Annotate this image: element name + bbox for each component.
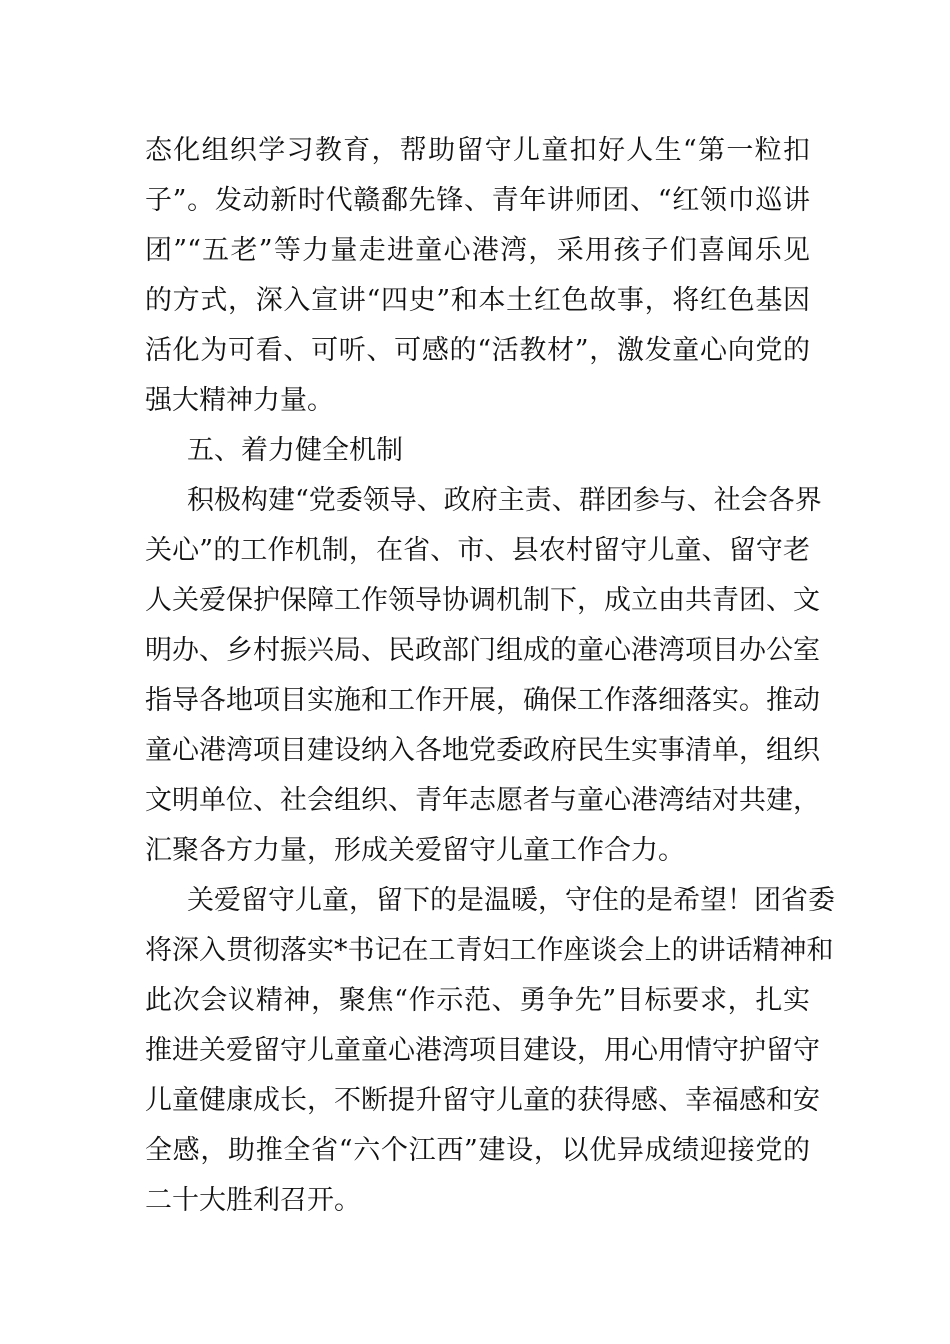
text-line: 态化组织学习教育，帮助留守儿童扣好人生“第一粒扣 <box>145 135 810 166</box>
text-line: 儿童健康成长，不断提升留守儿童的获得感、幸福感和安 <box>145 1085 820 1116</box>
text-line: 文明单位、社会组织、青年志愿者与童心港湾结对共建， <box>145 785 820 816</box>
text-line: 的方式，深入宣讲“四史”和本土红色故事，将红色基因 <box>145 285 810 316</box>
text-line: 将深入贯彻落实*书记在工青妇工作座谈会上的讲话精神和 <box>145 935 834 966</box>
text-line: 积极构建“党委领导、政府主责、群团参与、社会各界 <box>187 485 822 516</box>
section-heading: 五、着力健全机制 <box>187 435 403 466</box>
text-line: 强大精神力量。 <box>145 385 334 416</box>
text-line: 子”。发动新时代赣鄱先锋、青年讲师团、“红领巾巡讲 <box>145 185 810 216</box>
text-line: 关心”的工作机制，在省、市、县农村留守儿童、留守老 <box>145 535 810 566</box>
text-line: 全感，助推全省“六个江西”建设，以优异成绩迎接党的 <box>145 1135 810 1166</box>
text-line: 指导各地项目实施和工作开展，确保工作落细落实。推动 <box>145 685 820 716</box>
paragraph-1 <box>145 126 810 426</box>
text-line: 人关爱保护保障工作领导协调机制下，成立由共青团、文 <box>145 585 820 616</box>
paragraph-2 <box>145 476 822 876</box>
text-line: 汇聚各方力量，形成关爱留守儿童工作合力。 <box>145 835 685 866</box>
text-line: 活化为可看、可听、可感的“活教材”，激发童心向党的 <box>145 335 810 366</box>
text-line: 童心港湾项目建设纳入各地党委政府民生实事清单，组织 <box>145 735 820 766</box>
text-line: 团”“五老”等力量走进童心港湾，采用孩子们喜闻乐见 <box>145 235 810 266</box>
paragraph-3 <box>145 876 835 1226</box>
text-line: 关爱留守儿童，留下的是温暖，守住的是希望！团省委 <box>187 885 835 916</box>
text-line: 明办、乡村振兴局、民政部门组成的童心港湾项目办公室 <box>145 635 820 666</box>
document-body <box>145 126 835 1226</box>
text-line: 二十大胜利召开。 <box>145 1185 361 1216</box>
text-line: 此次会议精神，聚焦“作示范、勇争先”目标要求，扎实 <box>145 985 810 1016</box>
text-line: 推进关爱留守儿童童心港湾项目建设，用心用情守护留守 <box>145 1035 820 1066</box>
